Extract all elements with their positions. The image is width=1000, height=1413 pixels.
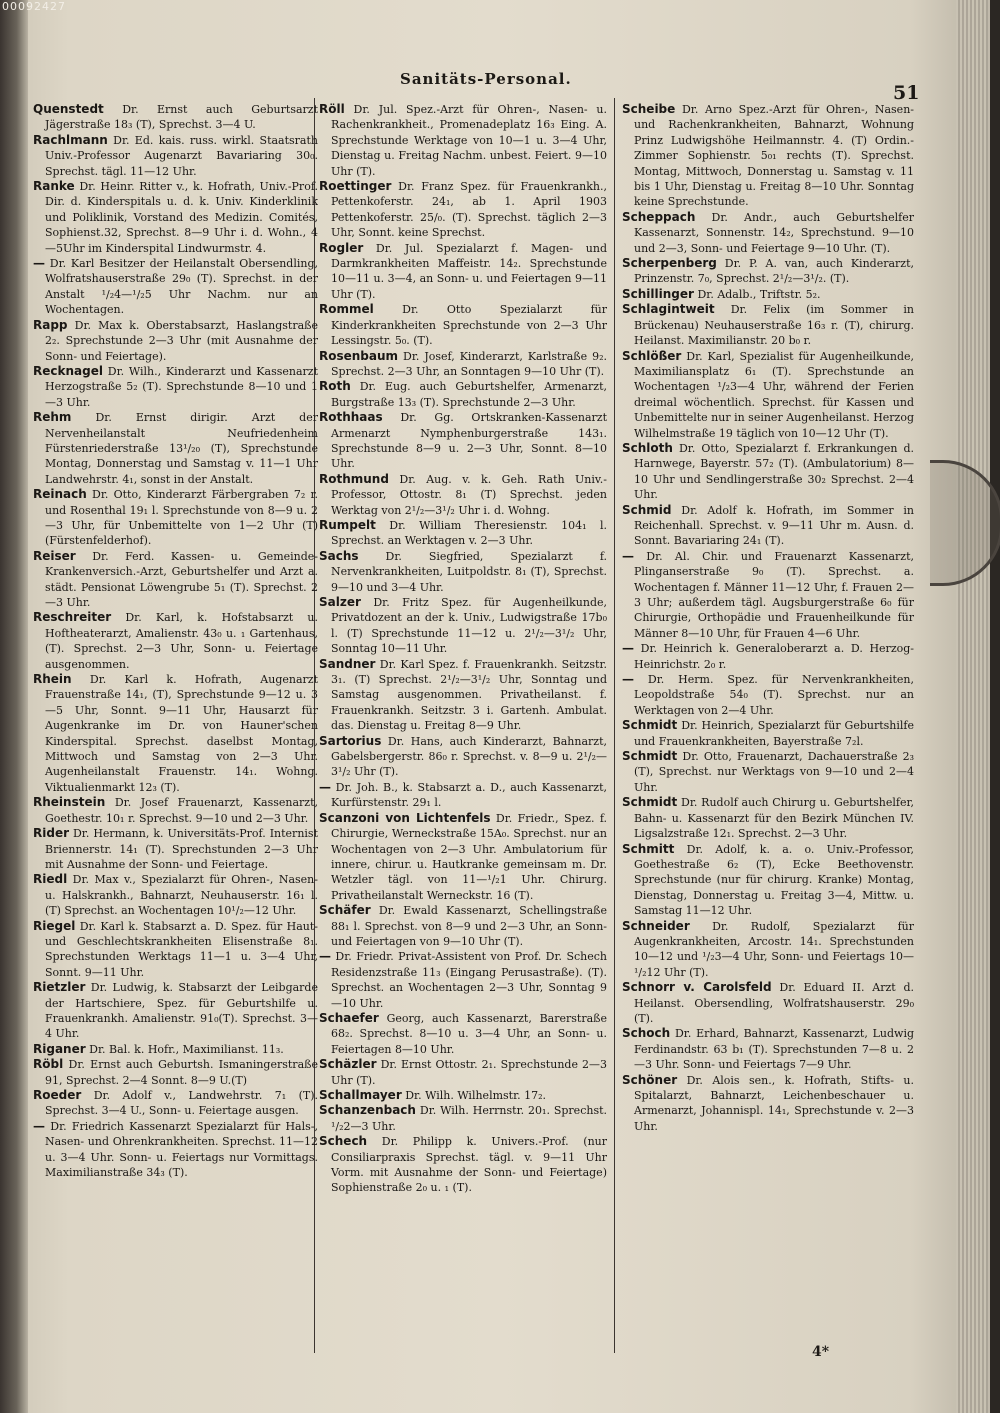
entry-name: Rietzler <box>33 980 86 995</box>
entry-name: Rothmund <box>319 471 389 486</box>
entry-text: Dr. Adolf, k. a. o. Univ.-Professor, Goethestraße 6₂ (T), Ecke Beethovenstr. Sprechstunde (nur für chirurg. Kranke) Montag, Dienstag, Donnerstag u. Freitag 3—4, Mittw. u. Samstag 11—12 Uhr. <box>634 842 914 918</box>
entry-text: Dr. Rudolf, Spezialarzt für Augenkrankheiten, Arcostr. 14₁. Sprechstunden 10—12 und ¹/₂3—4 Uhr, Sonn- und Feiertags 10—¹/₂12 Uhr (T). <box>634 919 914 979</box>
entry-text: Dr. Adolf v., Landwehrstr. 7₁ (T). Sprechst. 3—4 U., Sonn- u. Feiertage ausgen. <box>45 1089 318 1118</box>
entry-text: Dr. Herm. Spez. für Nervenkrankheiten, Leopoldstraße 54₀ (T). Sprechst. nur an Werktagen von 2—4 Uhr. <box>634 673 914 717</box>
entry-name: Quenstedt <box>33 102 104 116</box>
entry-name: Roeder <box>33 1088 82 1102</box>
entry-name: Ri̇der <box>33 826 69 841</box>
entry-name: Riedl <box>33 872 68 887</box>
entry-text: Dr. Karl, Spezialist für Augenheilkunde, Maximiliansplatz 6₁ (T). Sprechstunde an Wochentagen ¹/₂3—4 Uhr, während der Ferien dreimal wöchentlich. Sprechst. für Kassen und Unbemittelte nur in seiner Augenheilanst. Herzog Wilhelmstraße 19 täglich von 10—12 Uhr (T). <box>634 349 914 440</box>
directory-entry <box>33 1057 318 1088</box>
entry-name: Recknagel <box>33 363 103 378</box>
directory-entry <box>319 102 607 179</box>
entry-name: Röbl <box>33 1057 64 1072</box>
entry-name: Schmidt <box>622 718 678 733</box>
directory-entry <box>33 133 318 179</box>
entry-text: Dr. Hermann, k. Universitäts-Prof. Internist Briennerstr. 14₁ (T). Sprechstunden 2—3 Uhr mit Ausnahme der Sonn- und Feiertage. <box>45 827 318 871</box>
entry-name: Rapp <box>33 317 68 332</box>
directory-entry <box>622 718 914 749</box>
directory-entry <box>33 672 318 795</box>
directory-entry <box>319 1134 607 1196</box>
directory-entry <box>622 1073 914 1135</box>
entry-text: Dr. Josef, Kinderarzt, Karlstraße 9₂. Sprechst. 2—3 Uhr, an Sonntagen 9—10 Uhr (T). <box>331 349 607 378</box>
entry-name: Sandner <box>319 656 376 671</box>
entry-text: Dr. Adalb., Triftstr. 5₂. <box>697 287 821 301</box>
entry-text: Dr. Joh. B., k. Stabsarzt a. D., auch Kassenarzt, Kurfürstenstr. 29₁ l. <box>331 780 607 810</box>
entry-text: Dr. Ernst dirigir. Arzt der Nervenheilanstalt Neufriedenheim Fürstenriederstraße 13¹/₂₀ (T), Sprechstunde Montag, Donnerstag und Samstag v. 11—1 Uhr Landwehrstr. 4₁, sonst in der Anstalt. <box>45 411 318 486</box>
directory-entry <box>33 1119 318 1181</box>
entry-text: Dr. Bal. k. Hofr., Maximilianst. 11₃. <box>89 1042 284 1056</box>
entry-text: Dr. Ludwig, k. Stabsarzt der Leibgarde der Hartschiere, Spez. für Geburtshilfe u. Frauenkrankh. Amalienstr. 91₀(T). Sprechst. 3—4 Uhr. <box>45 981 318 1041</box>
directory-entry <box>319 1057 607 1088</box>
entry-name: — <box>33 256 45 271</box>
entry-text: Dr. Jul. Spezialarzt f. Magen- und Darmkrankheiten Maffeistr. 14₂. Sprechstunde 10—11 u. 3—4, an Sonn- u. und Feiertagen 9—11 Uhr (T). <box>331 241 607 301</box>
entry-name: Schallmayer <box>319 1088 402 1102</box>
directory-entry <box>319 657 607 734</box>
entry-text: Dr. William Theresienstr. 104₁ l. Sprechst. an Werktagen v. 2—3 Uhr. <box>331 518 607 548</box>
entry-name: Schnorr v. Carolsfeld <box>622 980 772 995</box>
entry-text: Dr. Ferd. Kassen- u. Gemeinde-Krankenversich.-Arzt, Geburtshelfer und Arzt a. städt. Pensionat Löwengrube 5₁ (T). Sprechst. 2—3 Uhr. <box>45 549 318 609</box>
entry-name: Schäzler <box>319 1057 377 1072</box>
entry-text: Dr. Wilh., Kinderarzt und Kassenarzt Herzogstraße 5₂ (T). Sprechstunde 8—10 und 1—3 Uhr. <box>45 364 318 409</box>
entry-text: Dr. Fritz Spez. für Augenheilkunde, Privatdozent an der k. Univ., Ludwigstraße 17b₀ l. (T) Sprechstunde 11—12 u. 2¹/₂—3¹/₂ Uhr, Sonntag 10—11 Uhr. <box>331 596 607 656</box>
directory-entry <box>622 302 914 348</box>
directory-entry <box>33 410 318 487</box>
entry-name: Schlößer <box>622 348 682 363</box>
directory-entry <box>33 364 318 410</box>
entry-text: Dr. Otto, Kinderarzt Färbergraben 7₂ r. und Rosenthal 19₁ l. Sprechstunde von 8—9 u. 2—3 Uhr, für Unbemittelte von 1—2 Uhr (T) (Fürstenfelderhof). <box>45 488 318 548</box>
entry-text: Dr. Siegfried, Spezialarzt f. Nervenkrankheiten, Luitpoldstr. 8₁ (T), Sprechst. 9—10 und 3—4 Uhr. <box>331 549 607 594</box>
directory-entry <box>33 980 318 1042</box>
entry-text: Dr. Philipp k. Univers.-Prof. (nur Consiliarpraxis Sprechst. tägl. v. 9—11 Uhr Vorm. mit Ausnahme der Sonn- und Feiertage) Sophienstraße 2₀ u. ₁ (T). <box>331 1135 607 1195</box>
column-2 <box>319 102 607 1352</box>
entry-text: Dr. P. A. van, auch Kinderarzt, Prinzenstr. 7₀, Sprechst. 2¹/₂—3¹/₂. (T). <box>634 257 914 286</box>
directory-entry <box>319 1088 607 1103</box>
entry-name: Schäfer <box>319 903 371 918</box>
entry-text: Dr. Al. Chir. und Frauenarzt Kassenarzt, Plinganserstraße 9₀ (T). Sprechst. a. Wochentagen f. Männer 11—12 Uhr, f. Frauen 2—3 Uhr; außerdem tägl. Augsburgerstraße 6₀ für Chirurgie, Orthopädie und Frauenheilkunde für Männer 8—10 Uhr, für Frauen 4—6 Uhr. <box>634 549 914 640</box>
entry-name: Rommel <box>319 302 374 317</box>
directory-entry <box>622 672 914 718</box>
entry-name: Scherpenberg <box>622 256 717 271</box>
entry-text: Dr. Arno Spez.-Arzt für Ohren-, Nasen- und Rachenkrankheiten, Bahnarzt, Wohnung Prinz Ludwigshöhe Heilmannstr. 4. (T) Ordin.-Zimmer Sophienstr. 5₀₁ rechts (T). Sprechst. Montag, Mittwoch, Donnerstag u. Samstag v. 11 bis 1 Uhr, Dienstag u. Freitag 8—10 Uhr. Sonntag keine Sprechstunde. <box>634 103 914 209</box>
entry-name: Schoch <box>622 1026 671 1041</box>
directory-entry <box>319 518 607 549</box>
entry-text: Dr. Jul. Spez.-Arzt für Ohren-, Nasen- u. Rachenkrankheit., Promenadeplatz 16₃ Eing. A. Sprechstunde Werktage von 10—1 u. 3—4 Uhr, Dienstag u. Freitag Nachm. unbest. Feiert. 9—10 Uhr (T). <box>331 103 607 178</box>
printer-signature: 4* <box>812 1344 830 1360</box>
entry-name: Riegel <box>33 918 76 933</box>
entry-text: Dr. Karl k. Hofrath, Augenarzt Frauenstraße 14₁, (T), Sprechstunde 9—12 u. 3—5 Uhr, Sonnt. 9—11 Uhr, Hausarzt für Augenkranke im Dr. von Hauner'schen Kinderspital. Sprechst. daselbst Montag, Mittwoch und Samstag von 2—3 Uhr. Augenheilanstalt Frauenstr. 14₁. Wohng. Viktualienmarkt 12₃ (T). <box>45 673 318 794</box>
directory-entry <box>622 641 914 672</box>
entry-name: Rhein <box>33 672 72 687</box>
directory-entry <box>622 210 914 256</box>
entry-text: Dr. Otto Spezialarzt für Kinderkrankheiten Sprechstunde von 2—3 Uhr Lessingstr. 5₀. (T). <box>331 303 607 348</box>
entry-text: Dr. Felix (im Sommer in Brückenau) Neuhauserstraße 16₃ r. (T), chirurg. Heilanst. Maximilianstr. 20 b₀ r. <box>634 303 914 348</box>
directory-entry <box>622 287 914 302</box>
directory-entry <box>622 1026 914 1072</box>
directory-entry <box>33 549 318 611</box>
directory-entry <box>622 919 914 981</box>
directory-entry <box>622 749 914 795</box>
entry-text: Dr. Max v., Spezialarzt für Ohren-, Nasen- u. Halskrankh., Bahnarzt, Neuhauserstr. 16₁ l. (T) Sprechst. an Wochentagen 10¹/₂—12 Uhr. <box>45 873 318 918</box>
entry-name: Reiser <box>33 548 76 563</box>
entry-text: Dr. Adolf k. Hofrath, im Sommer in Reichenhall. Sprechst. v. 9—11 Uhr m. Ausn. d. Sonnt. Bavariaring 24₁ (T). <box>634 503 914 548</box>
directory-entry <box>319 595 607 657</box>
directory-entry <box>319 1103 607 1134</box>
directory-entry <box>622 842 914 919</box>
entry-name: Rehm <box>33 410 72 425</box>
entry-name: Schmid <box>622 502 672 517</box>
entry-name: Rachlmann <box>33 132 108 147</box>
entry-name: — <box>319 779 331 794</box>
entry-text: Dr. Franz Spez. für Frauenkrankh., Pettenkoferstr. 24₁, ab 1. April 1903 Pettenkoferstr. 25/₀. (T). Sprechst. täglich 2—3 Uhr, Sonnt. keine Sprechst. <box>331 180 607 240</box>
directory-entry <box>33 610 318 672</box>
column-rule <box>614 98 615 1353</box>
entry-text: Dr. Heinr. Ritter v., k. Hofrath, Univ.-Prof. Dir. d. Kinderspitals u. d. k. Univ. Kinderklinik und Poliklinik, Vorstand des Medizin. Comités, Sophienst.32, Sprechst. 8—9 Uhr i. d. Wohn., 4—5Uhr im Kinderspital Lindwurmstr. 4. <box>45 180 318 255</box>
entry-name: Rheinstein <box>33 795 106 810</box>
entry-text: Dr. Friedrich Kassenarzt Spezialarzt für Hals-, Nasen- und Ohrenkrankheiten. Sprechst. 11—12 u. 3—4 Uhr. Sonn- u. Feiertags nur Vormittags. Maximilianstraße 34₃ (T). <box>45 1119 318 1180</box>
directory-entry <box>622 256 914 287</box>
entry-name: Schech <box>319 1134 368 1149</box>
entry-text: Dr. Gg. Ortskranken-Kassenarzt Armenarzt Nymphenburgerstraße 143₁. Sprechstunde 8—9 u. 2—3 Uhr, Sonnt. 8—10 Uhr. <box>331 411 607 471</box>
entry-text: Dr. Josef Frauenarzt, Kassenarzt, Goethestr. 10₁ r. Sprechst. 9—10 und 2—3 Uhr. <box>45 796 318 825</box>
entry-name: Schmidt <box>622 795 678 810</box>
directory-entry <box>319 780 607 811</box>
entry-name: Roth <box>319 379 351 394</box>
directory-entry <box>622 795 914 841</box>
directory-entry <box>33 256 318 318</box>
entry-text: Dr. Heinrich, Spezialarzt für Geburtshilfe und Frauenkrankheiten, Bayerstraße 7₂l. <box>634 719 914 748</box>
entry-name: — <box>622 548 634 563</box>
entry-name: Schmitt <box>622 841 675 856</box>
directory-entry <box>319 734 607 780</box>
directory-entry <box>319 179 607 241</box>
directory-entry <box>319 472 607 518</box>
directory-entry <box>319 549 607 595</box>
page-number: 51 <box>893 82 920 104</box>
directory-entry <box>319 379 607 410</box>
entry-text: Dr. Alois sen., k. Hofrath, Stifts- u. Spitalarzt, Bahnarzt, Leichenbeschauer u. Armenarzt, Johannispl. 14₁, Sprechstunde v. 2—3 Uhr. <box>634 1073 914 1133</box>
entry-text: Dr. Karl k. Stabsarzt a. D. Spez. für Haut- und Geschlechtskrankheiten Elisenstraße 8₁. Sprechstunden Werktags 11—1 u. 3—4 Uhr, Sonnt. 9—11 Uhr. <box>45 919 318 979</box>
directory-entry <box>319 302 607 348</box>
entry-name: Schaefer <box>319 1010 379 1025</box>
column-3 <box>622 102 914 1352</box>
entry-name: Schanzenbach <box>319 1103 416 1118</box>
directory-entry <box>33 795 318 826</box>
entry-text: Dr. Erhard, Bahnarzt, Kassenarzt, Ludwig Ferdinandstr. 63 b₁ (T). Sprechstunden 7—8 u. 2—3 Uhr. Sonn- und Feiertags 7—9 Uhr. <box>634 1027 914 1072</box>
directory-entry <box>622 349 914 441</box>
entry-name: Scheibe <box>622 102 676 116</box>
directory-entry <box>33 872 318 918</box>
entry-name: — <box>33 1118 45 1133</box>
entry-name: Schillinger <box>622 286 694 301</box>
entry-name: Schneider <box>622 918 690 933</box>
entry-text: Dr. Ewald Kassenarzt, Schellingstraße 88₁ l. Sprechst. von 8—9 und 2—3 Uhr, an Sonn- und Feiertagen von 9—10 Uhr (T). <box>331 904 607 948</box>
entry-text: Dr. Wilh. Wilhelmstr. 17₂. <box>405 1089 547 1102</box>
book-gutter <box>0 0 28 1413</box>
entry-text: Dr. Wilh. Herrnstr. 20₁. Sprechst. ¹/₂2—3 Uhr. <box>331 1104 607 1133</box>
entry-name: Reschreiter <box>33 610 112 625</box>
entry-name: Rogler <box>319 240 364 255</box>
directory-entry <box>319 1011 607 1057</box>
entry-text: Dr. Hans, auch Kinderarzt, Bahnarzt, Gabelsbergerstr. 86₀ r. Sprechst. v. 8—9 u. 2¹/₂—3¹/₂ Uhr (T). <box>331 734 607 779</box>
entry-text: Dr. Friedr. Privat-Assistent von Prof. Dr. Schech Residenzstraße 11₃ (Eingang Perusastraße). (T). Sprechst. an Wochentagen 2—3 Uhr, Sonntag 9—10 Uhr. <box>331 950 607 1010</box>
entry-name: Schloth <box>622 440 673 455</box>
directory-entry <box>33 1042 318 1057</box>
directory-entry <box>622 441 914 503</box>
column-1 <box>33 102 318 1352</box>
entry-name: Schmidt <box>622 749 678 764</box>
entry-name: Reinach <box>33 487 87 502</box>
entry-name: Rumpelt <box>319 517 376 532</box>
entry-name: Ranke <box>33 179 75 194</box>
entry-name: Rothhaas <box>319 410 383 425</box>
entry-text: Dr. Ernst Ottostr. 2₁. Sprechstunde 2—3 Uhr (T). <box>331 1058 607 1087</box>
directory-entry <box>319 410 607 472</box>
entry-text: Dr. Eduard II. Arzt d. Heilanst. Obersendling, Wolfratshauserstr. 29₀ (T). <box>634 981 914 1025</box>
entry-name: — <box>319 949 331 964</box>
directory-entry <box>33 1088 318 1119</box>
directory-entry <box>319 903 607 949</box>
entry-name: Roettinger <box>319 179 392 194</box>
entry-text: Dr. Rudolf auch Chirurg u. Geburtshelfer, Bahn- u. Kassenarzt für den Bezirk München IV. Ligsalzstraße 12₁. Sprechst. 2—3 Uhr. <box>634 796 914 841</box>
entry-name: Scanzoni von Lichtenfels <box>319 810 491 825</box>
entry-text: Dr. Otto, Spezialarzt f. Erkrankungen d. Harnwege, Bayerstr. 57₂ (T). (Ambulatorium) 8—10 Uhr und Sendlingerstraße 30₂ Sprechst. 2—4 Uhr. <box>634 441 914 502</box>
entry-text: Georg, auch Kassenarzt, Barerstraße 68₂. Sprechst. 8—10 u. 3—4 Uhr, an Sonn- u. Feiertagen 8—10 Uhr. <box>331 1011 607 1056</box>
page-edges-shadow <box>990 0 1000 1413</box>
directory-entry <box>622 980 914 1026</box>
entry-text: Dr. Karl, k. Hofstabsarzt u. Hoftheaterarzt, Amalienstr. 43₀ u. ₁ Gartenhaus, (T). Sprechst. 2—3 Uhr, Sonn- u. Feiertage ausgenommen. <box>45 611 318 671</box>
entry-name: Riganer <box>33 1041 86 1056</box>
entry-text: Dr. Karl Spez. f. Frauenkrankh. Seitzstr. 3₁. (T) Sprechst. 2¹/₂—3¹/₂ Uhr, Sonntag und Samstag ausgenommen. Privatheilanst. f. Frauenkrankh. Seitzstr. 3 i. Gartenh. Ambulat. das. Dienstag u. Freitag 8—9 Uhr. <box>331 657 607 733</box>
entry-text: Dr. Andr., auch Geburtshelfer Kassenarzt, Sonnenstr. 14₂, Sprechstund. 9—10 und 2—3, Sonn- und Feiertage 9—10 Uhr. (T). <box>634 210 914 255</box>
directory-entry <box>319 811 607 903</box>
entry-name: Salzer <box>319 595 361 609</box>
entry-text: Dr. Ernst auch Geburtsarzt Jägerstraße 18₃ (T), Sprechst. 3—4 U. <box>45 103 318 132</box>
directory-entry <box>33 179 318 256</box>
directory-entry <box>622 503 914 549</box>
page-header: Sanitäts-Personal. <box>400 70 572 88</box>
entry-name: — <box>622 641 634 656</box>
entry-text: Dr. Otto, Frauenarzt, Dachauerstraße 2₃ (T), Sprechst. nur Werktags von 9—10 und 2—4 Uhr. <box>634 750 914 794</box>
entry-name: — <box>622 672 634 687</box>
entry-name: Schöner <box>622 1072 678 1087</box>
entry-text: Dr. Ed. kais. russ. wirkl. Staatsrath Univ.-Professor Augenarzt Bavariaring 30₀. Sprechst. tägl. 11—12 Uhr. <box>45 133 318 178</box>
directory-entry <box>319 349 607 380</box>
entry-name: Schlagintweit <box>622 302 715 317</box>
directory-entry <box>622 102 914 210</box>
directory-entry <box>33 487 318 549</box>
entry-name: Sachs <box>319 548 359 563</box>
entry-text: Dr. Max k. Oberstabsarzt, Haslangstraße 2₂. Sprechstunde 2—3 Uhr (mit Ausnahme der Sonn- und Feiertage). <box>45 318 318 363</box>
directory-entry <box>622 549 914 641</box>
entry-text: Dr. Aug. v. k. Geh. Rath Univ.-Professor, Ottostr. 8₁ (T) Sprechst. jeden Werktag von 2¹/₂—3¹/₂ Uhr i. d. Wohng. <box>331 472 607 517</box>
directory-entry <box>33 826 318 872</box>
directory-entry <box>33 318 318 364</box>
entry-name: Rosenbaum <box>319 348 399 363</box>
directory-entry <box>33 102 318 133</box>
entry-name: Scheppach <box>622 209 696 224</box>
directory-entry <box>319 241 607 303</box>
entry-text: Dr. Heinrich k. Generaloberarzt a. D. Herzog-Heinrichstr. 2₀ r. <box>634 642 914 671</box>
entry-text: Dr. Eug. auch Geburtshelfer, Armenarzt, Burgstraße 13₃ (T). Sprechstunde 2—3 Uhr. <box>331 380 607 409</box>
entry-name: Röll <box>319 102 345 116</box>
directory-entry <box>33 919 318 981</box>
entry-text: Dr. Karl Besitzer der Heilanstalt Obersendling, Wolfratshauserstraße 29₀ (T). Sprechst. in der Anstalt ¹/₂4—¹/₂5 Uhr Nachm. nur an Wochentagen. <box>45 257 318 317</box>
entry-text: Dr. Friedr., Spez. f. Chirurgie, Werneckstraße 15A₀. Sprechst. nur an Wochentagen von 2—3 Uhr. Ambulatorium für innere, chirur. u. Hautkranke gemeinsam m. Dr. Wetzler tägl. von 11—¹/₂1 Uhr. Chirurg. Privatheilanstalt Werneckstr. 16 (T). <box>331 811 607 902</box>
entry-name: Sartorius <box>319 733 382 748</box>
document-id: 00092427 <box>2 0 66 13</box>
directory-entry <box>319 949 607 1011</box>
entry-text: Dr. Ernst auch Geburtsh. Ismaningerstraße 91, Sprechst. 2—4 Sonnt. 8—9 U.(T) <box>45 1058 318 1087</box>
